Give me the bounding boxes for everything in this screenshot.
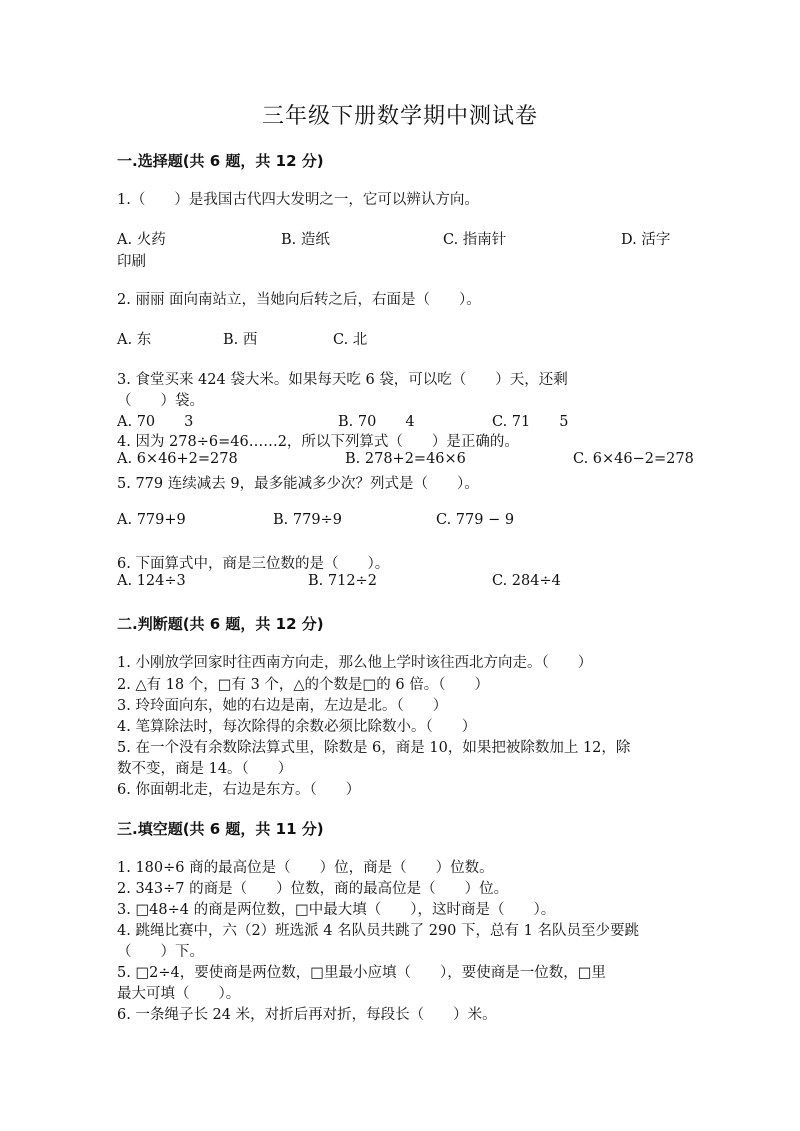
section-heading-judgement: 二.判断题(共 6 题，共 12 分) (117, 615, 324, 633)
section-heading-fill-in: 三.填空题(共 6 题，共 11 分) (117, 820, 324, 838)
option-c: C. 71 5 (492, 414, 569, 430)
option-c: C. 779 − 9 (436, 512, 515, 528)
option-b: B. 779÷9 (273, 512, 342, 528)
option-c: C. 6×46−2=278 (573, 451, 694, 467)
question-stem: 6. 下面算式中，商是三位数的是（ ）。 (117, 556, 390, 572)
page-title: 三年级下册数学期中测试卷 (261, 104, 538, 129)
option-b: B. 造纸 (281, 232, 330, 248)
fill-line: 5. □2÷4，要使商是两位数，□里最小应填（ ），要使商是一位数，□里 (117, 965, 606, 981)
question-stem-continuation: （ ）袋。 (117, 393, 204, 409)
judgement-line: 4. 笔算除法时，每次除得的余数必须比除数小。（ ） (117, 719, 477, 735)
option-b: B. 西 (223, 332, 258, 348)
fill-line: 3. □48÷4 的商是两位数，□中最大填（ ），这时商是（ ）。 (117, 902, 556, 918)
judgement-line: 数不变，商是 14。（ ） (117, 761, 293, 777)
fill-line: 最大可填（ ）。 (117, 986, 241, 1002)
fill-line: 2. 343÷7 的商是（ ）位数，商的最高位是（ ）位。 (117, 881, 509, 897)
option-b: B. 70 4 (338, 414, 415, 430)
option-a: A. 70 3 (117, 414, 194, 430)
question-stem: 4. 因为 278÷6=46……2，所以下列算式（ ）是正确的。 (117, 434, 519, 450)
option-c: C. 284÷4 (492, 573, 561, 589)
fill-line: （ ）下。 (117, 944, 204, 960)
judgement-line: 2. △有 18 个，□有 3 个，△的个数是□的 6 倍。（ ） (117, 677, 489, 693)
option-a: A. 124÷3 (117, 573, 186, 589)
option-a: A. 火药 (117, 232, 166, 248)
option-b: B. 278+2=46×6 (345, 451, 466, 467)
judgement-line: 1. 小刚放学回家时往西南方向走，那么他上学时该往西北方向走。（ ） (117, 655, 593, 671)
judgement-line: 3. 玲玲面向东，她的右边是南，左边是北。（ ） (117, 698, 448, 714)
fill-line: 1. 180÷6 商的最高位是（ ）位，商是（ ）位数。 (117, 860, 494, 876)
question-stem: 5. 779 连续减去 9，最多能减多少次？列式是（ ）。 (117, 476, 479, 492)
fill-line: 4. 跳绳比赛中，六（2）班选派 4 名队员共跳了 290 下，总有 1 名队员至少要跳 (117, 923, 639, 939)
question-stem: 2. 丽丽 面向南站立，当她向后转之后，右面是（ ）。 (117, 292, 481, 308)
fill-line: 6. 一条绳子长 24 米，对折后再对折，每段长（ ）米。 (117, 1007, 497, 1023)
option-a: A. 东 (117, 332, 152, 348)
option-c: C. 指南针 (443, 232, 507, 248)
option-a: A. 779+9 (117, 512, 186, 528)
section-heading-choice: 一.选择题(共 6 题，共 12 分) (117, 152, 324, 170)
judgement-line: 6. 你面朝北走，右边是东方。（ ） (117, 782, 361, 798)
question-stem: 1.（ ）是我国古代四大发明之一，它可以辨认方向。 (117, 192, 479, 208)
option-d: D. 活字 (621, 232, 671, 248)
option-d-continuation: 印刷 (117, 254, 146, 270)
option-c: C. 北 (333, 332, 368, 348)
question-stem: 3. 食堂买来 424 袋大米。如果每天吃 6 袋，可以吃（ ）天，还剩 (117, 372, 568, 388)
judgement-line: 5. 在一个没有余数除法算式里，除数是 6，商是 10，如果把被除数加上 12，除 (117, 740, 631, 756)
option-a: A. 6×46+2=278 (117, 451, 238, 467)
option-b: B. 712÷2 (308, 573, 377, 589)
